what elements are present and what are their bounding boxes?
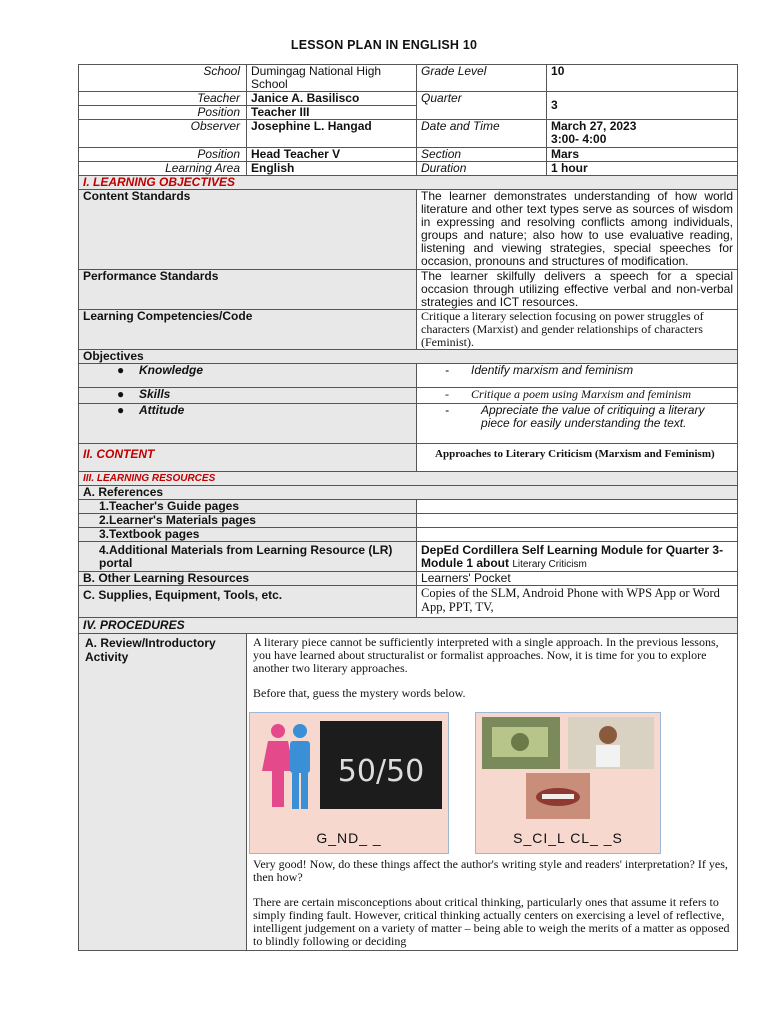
knowledge-label-cell [79,364,417,388]
puzzle-social-class-caption: S_CI_L CL_ _S [513,830,623,846]
review-paragraph-4: There are certain misconceptions about critical thinking, particularly ones that assume it refers to simply finding fault. However, critical thinking actually centers on exercising a level of reflective, intelligent judgement on a variety of matter – being able to weigh the merits of a matter as opposed to blindly following or deciding [253,895,730,948]
area-label: Learning Area [79,162,247,176]
objectives-heading: I. LEARNING OBJECTIVES [79,176,738,190]
objectives-label-row [79,350,738,364]
review-paragraph-3: Very good! Now, do these things affect the author's writing style and readers' interpretation? If yes, then how? [253,857,728,884]
position2-value: Head Teacher V [247,148,417,162]
attitude-row [79,404,738,444]
section-label: Section [417,148,547,162]
objectives-heading-row [79,176,738,190]
lm-value [417,514,738,528]
money-icon [482,717,560,769]
procedures-heading: IV. PROCEDURES [79,618,738,634]
date-value: March 27, 2023 [551,119,637,133]
supplies-label: C. Supplies, Equipment, Tools, etc. [79,586,417,618]
page-title: LESSON PLAN IN ENGLISH 10 [290,38,478,52]
other-resources-row [79,572,738,586]
datetime-label: Date and Time [417,120,547,148]
gender-figures-icon [262,724,310,809]
other-resources-value: Learners' Pocket [417,572,738,586]
review-paragraph-2: Before that, guess the mystery words below. [253,686,466,700]
competencies-row [79,310,738,350]
puzzle-gender-caption: G_ND_ _ [316,830,382,846]
skills-value-cell [417,388,738,404]
content-row [79,444,738,472]
supplies-row [79,586,738,618]
lr-value-plain: Literary Criticism [512,559,587,570]
objectives-label: Objectives [79,350,738,364]
position-label: Position [79,106,247,120]
content-standards-value: The learner demonstrates understanding of how world literature and other text types serve as sources of wisdom in expressing and resolving conflicts among individuals, groups and nature; also how to use evaluative reading, listening and viewing strategies, special speeches for occasion, pronouns and structures of modification. [417,190,738,270]
knowledge-value: Identify marxism and feminism [471,363,634,377]
skills-value: Critique a poem using Marxism and feminism [471,387,692,401]
datetime-value [547,120,738,148]
knowledge-value-cell [417,364,738,388]
skills-label: Skills [139,387,171,401]
performance-standards-value: The learner skilfully delivers a speech for a special occasion through utilizing effective verbal and non-verbal strategies and ICT resources. [417,270,738,310]
tb-row [79,528,738,542]
performance-standards-row [79,270,738,310]
dash-icon: - [445,363,450,377]
attitude-value-cell [417,404,738,444]
lr-label: 4.Additional Materials from Learning Resource (LR) portal [79,542,417,572]
tg-row [79,500,738,514]
quarter-value: 3 [547,92,738,120]
review-paragraph-1: A literary piece cannot be sufficiently interpreted with a single approach. In the previous lessons, you have learned about structuralist or formalist approaches. Now, it is time for you to explore another two literary approaches. [253,635,719,675]
skills-row [79,388,738,404]
fifty-fifty-text: 50/50 [337,754,425,789]
references-row [79,486,738,500]
grade-label: Grade Level [417,65,547,92]
tg-value [417,500,738,514]
row-teacher [79,92,738,106]
mouth-icon [526,773,590,819]
tb-value [417,528,738,542]
office-worker-icon [568,717,654,769]
resources-heading: III. LEARNING RESOURCES [79,472,738,486]
bullet-icon: ● [117,403,125,417]
tg-label: 1.Teacher's Guide pages [79,500,417,514]
competencies-label: Learning Competencies/Code [79,310,417,350]
content-standards-label: Content Standards [79,190,417,270]
content-value: Approaches to Literary Criticism (Marxism and Feminism) [417,444,738,472]
grade-value: 10 [547,65,738,92]
social-class-puzzle-panel [475,712,661,854]
lr-value-cell [417,542,738,572]
performance-standards-label: Performance Standards [79,270,417,310]
attitude-label: Attitude [139,403,185,417]
lm-label: 2.Learner's Materials pages [79,514,417,528]
bullet-icon: ● [117,363,125,377]
lr-row [79,542,738,572]
skills-label-cell [79,388,417,404]
row-observer [79,120,738,148]
resources-heading-row [79,472,738,486]
observer-value: Josephine L. Hangad [247,120,417,148]
review-row [79,634,738,951]
lr-value-bold: DepEd Cordillera Self Learning Module for Quarter 3- Module 1 about [421,543,724,570]
fifty-fifty-icon [320,721,442,809]
time-value: 3:00- 4:00 [551,132,607,146]
dash-icon: - [445,387,450,401]
other-resources-label: B. Other Learning Resources [79,572,417,586]
duration-value: 1 hour [547,162,738,176]
row-area [79,162,738,176]
duration-label: Duration [417,162,547,176]
school-value: Dumingag National High School [247,65,417,92]
bullet-icon: ● [117,387,125,401]
mystery-words-images [247,712,731,854]
knowledge-label: Knowledge [139,363,204,377]
gender-puzzle-panel [249,712,449,854]
review-label: A. Review/Introductory Activity [79,634,247,951]
area-value: English [247,162,417,176]
school-label: School [79,65,247,92]
content-standards-row [79,190,738,270]
row-position2 [79,148,738,162]
content-heading: II. CONTENT [79,444,417,472]
position2-label: Position [79,148,247,162]
attitude-value: Appreciate the value of critiquing a literary piece for easily understanding the text. [481,403,705,430]
row-school [79,65,738,92]
tb-label: 3.Textbook pages [79,528,417,542]
quarter-label: Quarter [417,92,547,120]
procedures-heading-row [79,618,738,634]
review-content [247,634,738,951]
competencies-value: Critique a literary selection focusing on power struggles of characters (Marxist) and gender relationships of characters (Feminist). [417,310,738,350]
lm-row [79,514,738,528]
lesson-plan-table [78,64,738,951]
attitude-label-cell [79,404,417,444]
position-value: Teacher III [247,106,417,120]
dash-icon: - [445,403,450,417]
references-label: A. References [79,486,738,500]
teacher-label: Teacher [79,92,247,106]
teacher-value: Janice A. Basilisco [247,92,417,106]
observer-label: Observer [79,120,247,148]
knowledge-row [79,364,738,388]
supplies-value: Copies of the SLM, Android Phone with WPS App or Word App, PPT, TV, [417,586,738,618]
section-value: Mars [547,148,738,162]
